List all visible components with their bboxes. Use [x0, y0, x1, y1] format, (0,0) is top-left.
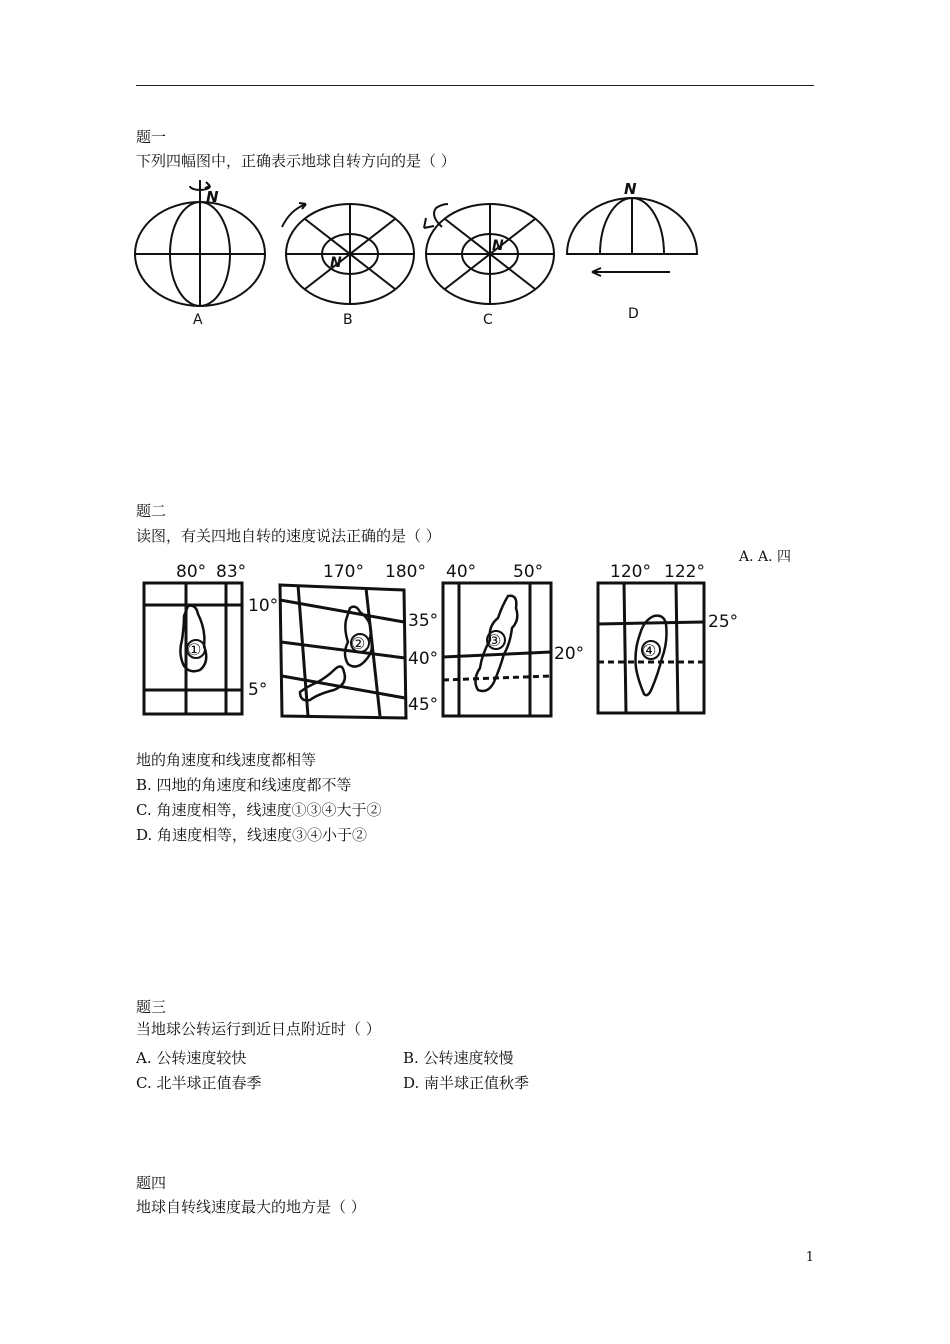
q3-stem: 当地球公转运行到近日点附近时（ ）	[136, 1020, 381, 1038]
diagram-b	[282, 203, 414, 304]
map2-lat2: 40°	[408, 649, 439, 669]
map3-lat1: 20°	[554, 644, 585, 664]
map2-mark: ②	[351, 634, 366, 653]
map1-lat2: 5°	[248, 680, 268, 700]
map4-lon1: 120°	[610, 562, 651, 582]
q3-heading: 题三	[136, 998, 167, 1016]
q3-option-a: A. 公转速度较快	[136, 1049, 247, 1067]
diagram-d-label: D	[628, 306, 639, 322]
q1-stem: 下列四幅图中，正确表示地球自转方向的是（ ）	[136, 152, 456, 170]
map3-mark: ③	[487, 631, 502, 650]
map4-mark: ④	[642, 641, 657, 660]
map2-lat1: 35°	[408, 611, 439, 631]
map2-lat3: 45°	[408, 695, 439, 715]
q2-option-a-rest: 地的角速度和线速度都相等	[136, 751, 317, 769]
header-rule	[136, 85, 814, 86]
q3-option-b: B. 公转速度较慢	[403, 1049, 514, 1067]
q2-option-d: D. 角速度相等，线速度③④小于②	[136, 826, 368, 844]
q3-option-c: C. 北半球正值春季	[136, 1074, 262, 1092]
diagram-c-north: N	[492, 238, 504, 254]
q4-stem: 地球自转线速度最大的地方是（ ）	[136, 1198, 366, 1216]
diagram-c-label: C	[483, 312, 493, 328]
map4-lat1: 25°	[708, 612, 739, 632]
map1-mark: ①	[187, 640, 202, 659]
q3-option-d: D. 南半球正值秋季	[403, 1074, 530, 1092]
q2-option-b: B. 四地的角速度和线速度都不等	[136, 776, 352, 794]
diagram-d	[567, 198, 697, 276]
diagram-a-label: A	[193, 312, 203, 328]
diagram-b-north: N	[330, 255, 342, 271]
q1-figure	[130, 172, 710, 332]
map2-lon1: 170°	[323, 562, 364, 582]
map4-lon2: 122°	[664, 562, 705, 582]
q2-option-c: C. 角速度相等，线速度①③④大于②	[136, 801, 382, 819]
map1-lat1: 10°	[248, 596, 279, 616]
map1-lon2: 83°	[216, 562, 247, 582]
map1-island	[180, 606, 206, 672]
q4-heading: 题四	[136, 1174, 167, 1192]
q2-figure	[138, 558, 748, 720]
diagram-c	[424, 204, 554, 304]
q1-heading: 题一	[136, 128, 167, 146]
diagram-a	[135, 180, 265, 306]
map3-lon1: 40°	[446, 562, 477, 582]
diagram-b-label: B	[343, 312, 353, 328]
map3-lon2: 50°	[513, 562, 544, 582]
q2-stem: 读图，有关四地自转的速度说法正确的是（ ）	[136, 527, 441, 545]
map2-lon2: 180°	[385, 562, 426, 582]
diagram-a-north: N	[206, 188, 219, 206]
q2-heading: 题二	[136, 502, 167, 520]
map1-lon1: 80°	[176, 562, 207, 582]
page-number: 1	[805, 1250, 814, 1265]
diagram-d-north: N	[624, 180, 637, 198]
q2-option-a-start: A. A. 四	[739, 549, 792, 565]
